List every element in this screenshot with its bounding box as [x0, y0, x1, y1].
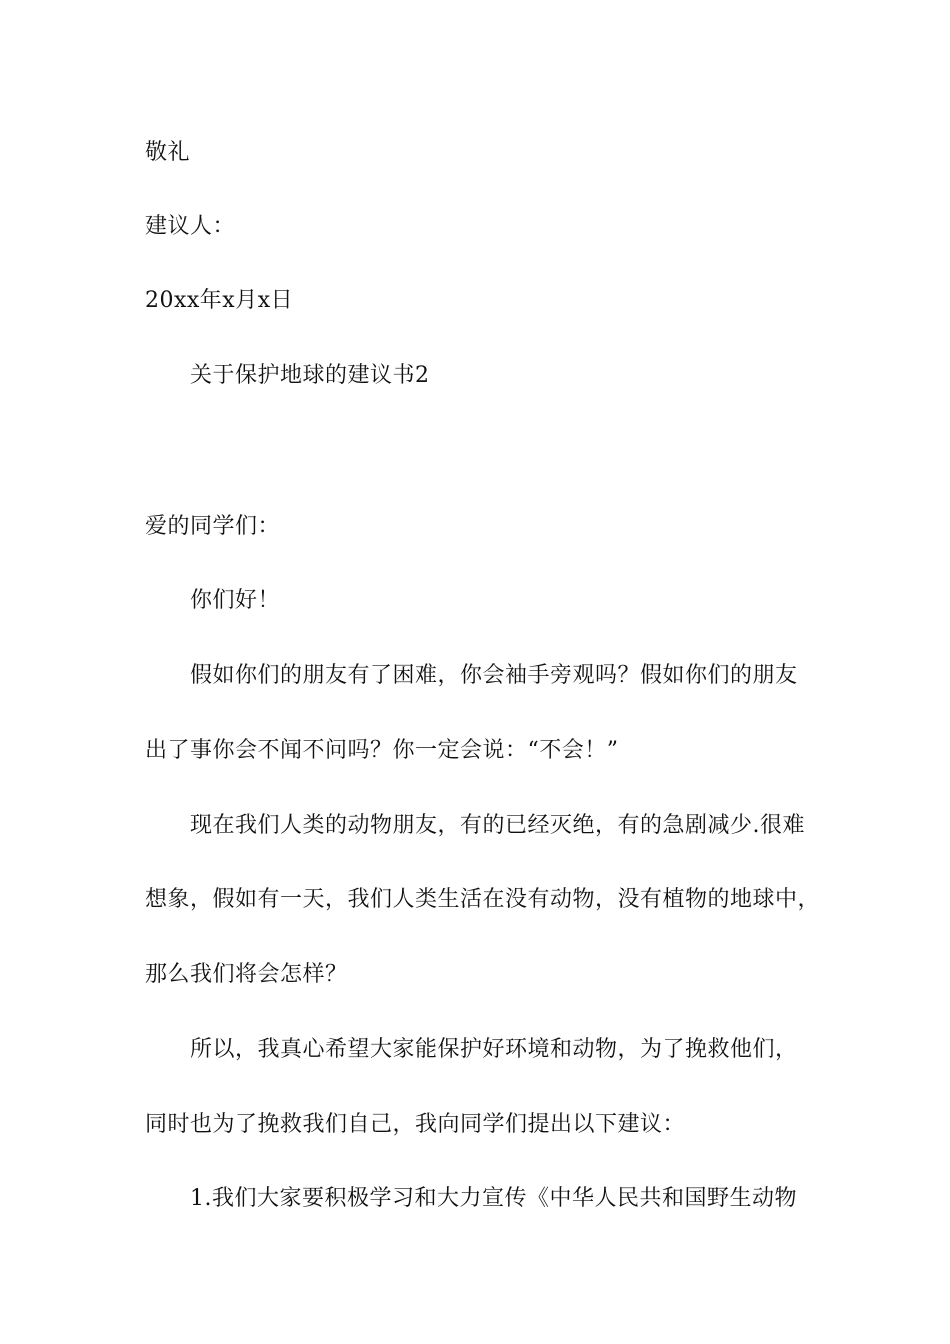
section-title: 关于保护地球的建议书2: [190, 363, 430, 388]
paragraph-line: 假如你们的朋友有了困难，你会袖手旁观吗？假如你们的朋友: [190, 663, 798, 688]
greeting: 你们好！: [190, 588, 281, 613]
paragraph-line: 想象，假如有一天，我们人类生活在没有动物，没有植物的地球中，: [145, 887, 821, 912]
closing-salute: 敬礼: [145, 140, 191, 165]
paragraph-line: 同时也为了挽救我们自己，我向同学们提出以下建议：: [145, 1112, 686, 1137]
signature-label: 建议人：: [145, 214, 236, 239]
list-item: 1.我们大家要积极学习和大力宣传《中华人民共和国野生动物: [190, 1186, 797, 1211]
paragraph-line: 那么我们将会怎样？: [145, 962, 348, 987]
paragraph-line: 现在我们人类的动物朋友，有的已经灭绝，有的急剧减少.很难: [190, 813, 805, 838]
date-line: 20xx年x月x日: [145, 288, 294, 313]
paragraph-line: 出了事你会不闻不问吗？你一定会说：“不会！”: [145, 738, 619, 763]
salutation: 爱的同学们：: [145, 514, 281, 539]
paragraph-line: 所以，我真心希望大家能保护好环境和动物，为了挽救他们，: [190, 1037, 798, 1062]
